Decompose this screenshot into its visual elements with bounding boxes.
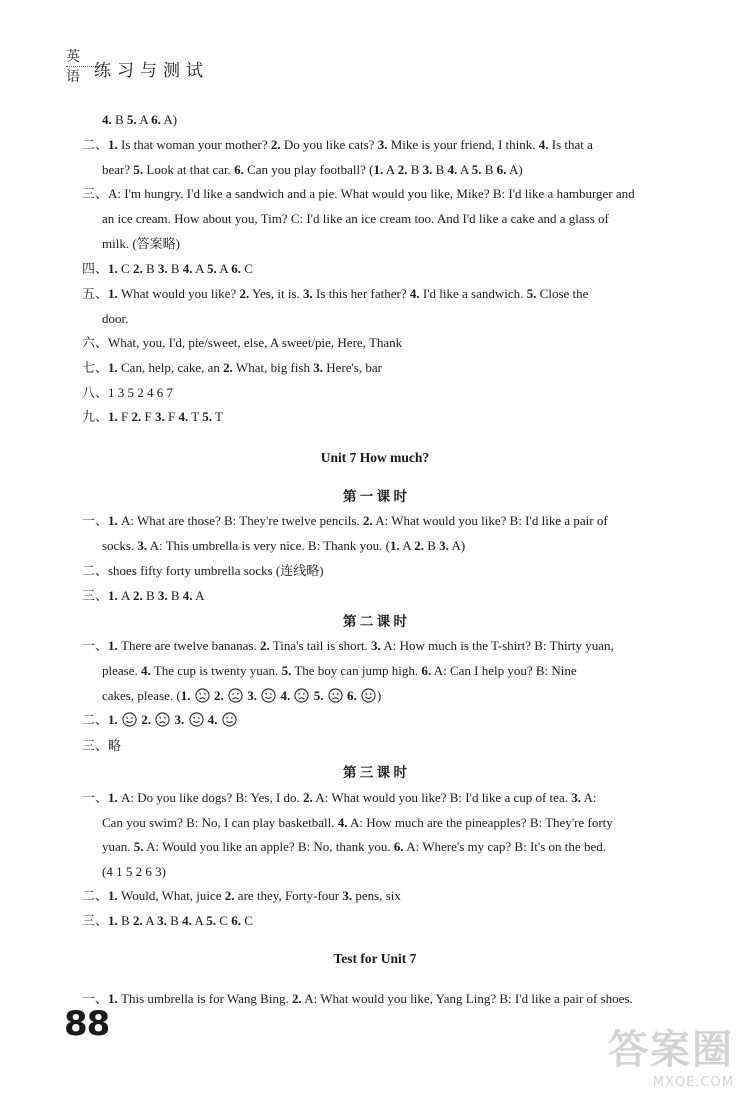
book-title: 练习与测试 (94, 61, 209, 81)
sad-face-icon (328, 688, 343, 703)
answer-line: 三、1. B 2. A 3. B 4. A 5. C 6. C (82, 913, 253, 928)
section-heading: Test for Unit 7 (333, 951, 417, 966)
answer-line: please. 4. The cup is twenty yuan. 5. The boy can jump high. 6. A: Can I help you? B: Nine (102, 663, 577, 678)
subject-label: 英语 (66, 49, 81, 85)
answer-line: 二、1. Would, What, juice 2. are they, Forty-four 3. pens, six (82, 888, 401, 903)
answer-line: 一、1. This umbrella is for Wang Bing. 2. A: What would you like, Yang Ling? B: I'd like a pair of shoes. (82, 991, 633, 1006)
answer-line: 一、1. There are twelve bananas. 2. Tina's tail is short. 3. A: How much is the T-shirt? B: Thirty yuan, (82, 638, 614, 653)
answer-line-with-faces: cakes, please. (1. 2. 3. 4. 5. 6. ) (102, 688, 382, 703)
answer-line: 二、shoes fifty forty umbrella socks (连线略) (82, 563, 324, 578)
answer-line: bear? 5. Look at that car. 6. Can you play football? (1. A 2. B 3. B 4. A 5. B 6. A) (102, 162, 523, 177)
answer-line: 八、1 3 5 2 4 6 7 (82, 385, 174, 400)
answer-line: 三、1. A 2. B 3. B 4. A (82, 588, 205, 603)
answer-line: (4 1 5 2 6 3) (102, 864, 166, 879)
answer-line: yuan. 5. A: Would you like an apple? B: No, thank you. 6. A: Where's my cap? B: It's on the bed. (102, 839, 606, 854)
watermark-logo: 答案圈 (608, 1027, 734, 1073)
sad-face-icon (294, 688, 309, 703)
answer-line: 二、1. Is that woman your mother? 2. Do you like cats? 3. Mike is your friend, I think. 4. Is that a (82, 137, 593, 152)
smiling-face-icon (122, 712, 137, 727)
answer-line: 六、What, you, I'd, pie/sweet, else, A sweet/pie, Here, Thank (82, 335, 403, 350)
sad-face-icon (155, 712, 170, 727)
section-heading: 第 二 课 时 (342, 614, 408, 629)
watermark (608, 1018, 734, 1090)
answer-line: socks. 3. A: This umbrella is very nice. B: Thank you. (1. A 2. B 3. A) (102, 538, 466, 553)
smiling-face-icon (361, 688, 376, 703)
watermark-site: MXQE.COM (652, 1075, 734, 1090)
answer-line: 五、1. What would you like? 2. Yes, it is. 3. Is this her father? 4. I'd like a sandwich. 5. Close the (82, 286, 589, 301)
answer-line: 4. B 5. A 6. A) (102, 112, 178, 127)
answer-line: 一、1. A: What are those? B: They're twelve pencils. 2. A: What would you like? B: I'd like a pair of (82, 513, 608, 528)
answer-line: Can you swim? B: No, I can play basketball. 4. A: How much are the pineapples? B: They're forty (102, 815, 613, 830)
sad-face-icon (228, 688, 243, 703)
answer-line: 七、1. Can, help, cake, an 2. What, big fish 3. Here's, bar (82, 360, 382, 375)
section-heading: 第 三 课 时 (342, 765, 408, 780)
section-heading: 第 一 课 时 (342, 489, 408, 504)
smiling-face-icon (261, 688, 276, 703)
sad-face-icon (195, 688, 210, 703)
answer-line: door. (102, 311, 129, 326)
smiling-face-icon (189, 712, 204, 727)
section-heading: Unit 7 How much? (320, 450, 430, 465)
answer-line: 一、1. A: Do you like dogs? B: Yes, I do. 2. A: What would you like? B: I'd like a cup of tea. 3. A: (82, 790, 597, 805)
answer-line: an ice cream. How about you, Tim? C: I'd like an ice cream too. And I'd like a cake and a glass of (102, 211, 609, 226)
answer-line: milk. (答案略) (102, 236, 180, 251)
page-number: 88 (64, 1004, 110, 1044)
answer-line-with-faces: 二、1. 2. 3. 4. (82, 711, 238, 729)
smiling-face-icon (222, 712, 237, 727)
answer-line: 三、A: I'm hungry. I'd like a sandwich and a pie. What would you like, Mike? B: I'd like a hamburger and (82, 186, 635, 201)
answer-line: 九、1. F 2. F 3. F 4. T 5. T (82, 409, 223, 424)
answer-line: 四、1. C 2. B 3. B 4. A 5. A 6. C (82, 261, 253, 276)
answer-line: 三、略 (82, 738, 122, 753)
